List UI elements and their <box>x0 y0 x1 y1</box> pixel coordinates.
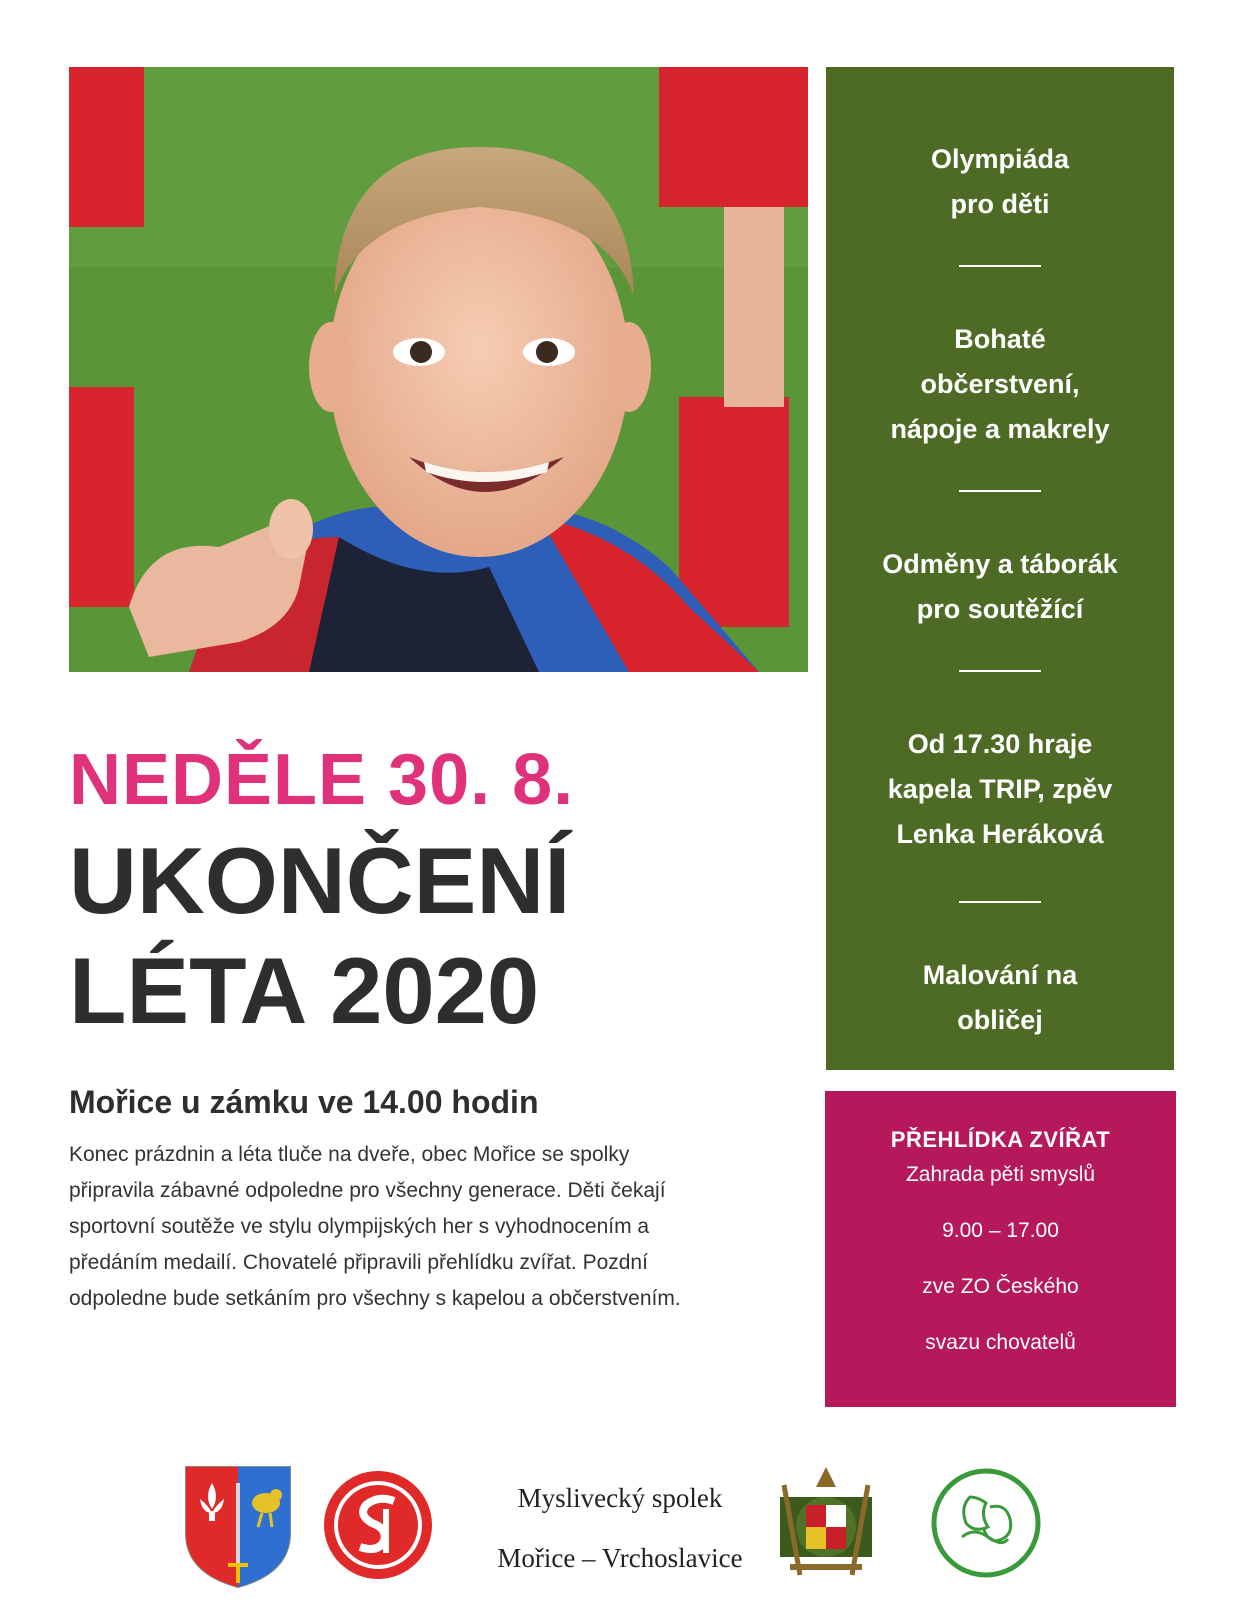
boy-photo-illustration <box>69 67 808 672</box>
highlight-text: Malování na <box>922 960 1078 990</box>
animal-show-organizer: svazu chovatelů <box>925 1331 1076 1354</box>
highlight-text: pro soutěžící <box>916 594 1084 624</box>
description-line: připravila zábavné odpoledne pro všechny generace. Děti čekají <box>69 1179 666 1202</box>
divider <box>959 901 1041 903</box>
club-name-line: Myslivecký spolek <box>517 1483 723 1513</box>
highlight-text: Bohaté <box>954 324 1046 354</box>
event-title <box>69 826 789 1046</box>
event-location-time: Mořice u zámku ve 14.00 hodin <box>69 1084 539 1120</box>
animal-show-time: 9.00 – 17.00 <box>942 1219 1059 1242</box>
highlight-rewards <box>850 542 1150 632</box>
divider <box>959 490 1041 492</box>
highlight-text: kapela TRIP, zpěv <box>887 774 1113 804</box>
highlight-refreshments <box>850 317 1150 452</box>
description-line: sportovní soutěže ve stylu olympijských her s vyhodnocením a <box>69 1215 650 1238</box>
highlight-text: Odměny a táborák <box>882 549 1118 579</box>
highlight-face-painting <box>850 953 1150 1043</box>
highlight-text: Olympiáda <box>930 144 1070 174</box>
animal-show-panel <box>825 1091 1176 1407</box>
highlight-band <box>850 722 1150 857</box>
club-name-line: Mořice – Vrchoslavice <box>497 1543 743 1573</box>
coat-of-arms-icon <box>182 1463 294 1591</box>
highlight-text: Lenka Heráková <box>896 819 1104 849</box>
event-title-line: LÉTA 2020 <box>69 938 540 1043</box>
highlights-panel <box>826 67 1174 1070</box>
description-line: odpoledne bude setkáním pro všechny s kapelou a občerstvením. <box>69 1287 681 1310</box>
highlight-text: Od 17.30 hraje <box>907 729 1093 759</box>
animal-show-place: Zahrada pěti smyslů <box>905 1163 1096 1186</box>
description-line: předáním medailí. Chovatelé připravili přehlídku zvířat. Pozdní <box>69 1251 648 1274</box>
divider <box>959 265 1041 267</box>
highlight-text: nápoje a makrely <box>890 414 1110 444</box>
event-title-line: UKONČENÍ <box>69 828 571 933</box>
event-date: NEDĚLE 30. 8. <box>69 740 575 820</box>
hero-photo <box>69 67 808 672</box>
breeders-union-logo-icon <box>930 1467 1042 1579</box>
sokol-logo-icon <box>322 1469 434 1581</box>
highlight-text: občerstvení, <box>920 369 1080 399</box>
divider <box>959 670 1041 672</box>
event-description <box>69 1137 799 1317</box>
animal-show-organizer: zve ZO Českého <box>922 1275 1079 1298</box>
hunting-club-name <box>470 1468 770 1588</box>
fire-brigade-emblem-icon <box>770 1457 882 1587</box>
highlight-text: pro děti <box>950 189 1050 219</box>
highlight-text: obličej <box>957 1005 1043 1035</box>
description-line: Konec prázdnin a léta tluče na dveře, obec Mořice se spolky <box>69 1143 630 1166</box>
highlight-olympiad <box>850 137 1150 227</box>
animal-show-title: PŘEHLÍDKA ZVÍŘAT <box>890 1127 1111 1152</box>
